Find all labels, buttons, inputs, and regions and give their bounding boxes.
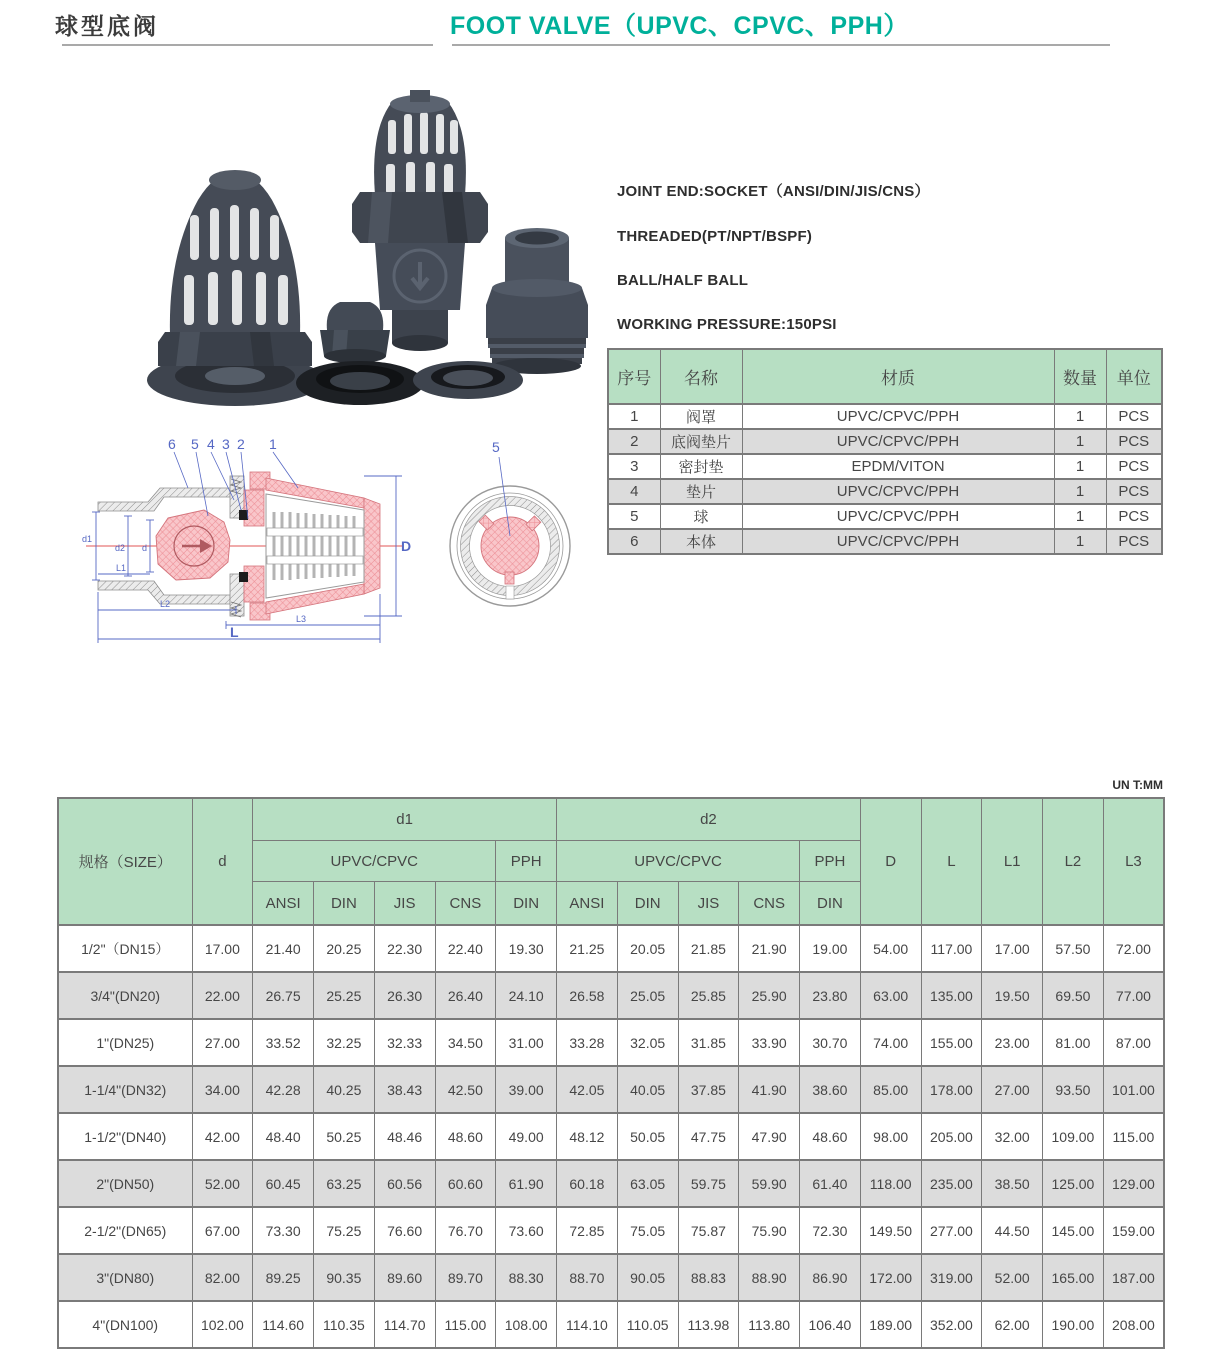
- table-cell: 61.90: [496, 1160, 557, 1207]
- table-cell: 38.60: [800, 1066, 861, 1113]
- table-cell: EPDM/VITON: [742, 454, 1054, 479]
- table-cell: 3: [608, 454, 660, 479]
- table-cell: 34.50: [435, 1019, 496, 1066]
- table-cell: 72.30: [800, 1207, 861, 1254]
- table-cell: 72.85: [557, 1207, 618, 1254]
- product-photo: [120, 80, 600, 420]
- table-cell: 118.00: [860, 1160, 921, 1207]
- table-cell: 25.25: [314, 972, 375, 1019]
- table-cell: 109.00: [1043, 1113, 1104, 1160]
- parts-table-header-row: [608, 349, 1162, 404]
- table-cell: 48.40: [253, 1113, 314, 1160]
- table-cell: 2"(DN50): [58, 1160, 192, 1207]
- table-cell: 密封垫: [660, 454, 742, 479]
- table-cell: 27.00: [192, 1019, 253, 1066]
- table-cell: 1: [1054, 404, 1106, 429]
- dim-header-jis-d2: JIS: [678, 882, 739, 926]
- dim-label-d1: d1: [82, 534, 93, 544]
- table-cell: 40.25: [314, 1066, 375, 1113]
- table-cell: 25.05: [617, 972, 678, 1019]
- table-cell: 21.40: [253, 925, 314, 972]
- dim-header-ansi-d1: ANSI: [253, 882, 314, 926]
- table-cell: 60.18: [557, 1160, 618, 1207]
- table-cell: 22.30: [374, 925, 435, 972]
- spec-line-pressure: WORKING PRESSURE:150PSI: [617, 316, 837, 333]
- table-cell: 69.50: [1043, 972, 1104, 1019]
- table-cell: 50.25: [314, 1113, 375, 1160]
- table-cell: 42.00: [192, 1113, 253, 1160]
- table-cell: 73.30: [253, 1207, 314, 1254]
- table-cell: UPVC/CPVC/PPH: [742, 429, 1054, 454]
- table-cell: 110.35: [314, 1301, 375, 1348]
- callout-4: 4: [207, 436, 215, 452]
- table-cell: 102.00: [192, 1301, 253, 1348]
- table-cell: 63.00: [860, 972, 921, 1019]
- table-cell: PCS: [1106, 454, 1162, 479]
- callout-5: 5: [191, 436, 199, 452]
- table-cell: 135.00: [921, 972, 982, 1019]
- dimension-table: [57, 797, 1165, 1349]
- table-cell: PCS: [1106, 404, 1162, 429]
- table-cell: 32.33: [374, 1019, 435, 1066]
- table-cell: 20.05: [617, 925, 678, 972]
- table-cell: 1: [1054, 529, 1106, 554]
- callout-2: 2: [237, 436, 245, 452]
- table-cell: 40.05: [617, 1066, 678, 1113]
- table-cell: 76.70: [435, 1207, 496, 1254]
- table-row: [608, 529, 1162, 554]
- table-row: [58, 1254, 1164, 1301]
- table-cell: 48.46: [374, 1113, 435, 1160]
- dim-label-L1: L1: [116, 563, 127, 573]
- table-cell: 26.58: [557, 972, 618, 1019]
- dim-header-d1: d1: [253, 798, 557, 841]
- table-cell: 113.98: [678, 1301, 739, 1348]
- table-row: [608, 429, 1162, 454]
- table-cell: 63.05: [617, 1160, 678, 1207]
- dim-header-pph-d1: PPH: [496, 841, 557, 882]
- table-cell: PCS: [1106, 429, 1162, 454]
- table-cell: 76.60: [374, 1207, 435, 1254]
- table-cell: 1: [1054, 429, 1106, 454]
- table-cell: 113.80: [739, 1301, 800, 1348]
- table-row: [58, 1160, 1164, 1207]
- dim-label-L3: L3: [296, 614, 307, 624]
- header-divider-right: [452, 44, 1110, 46]
- table-cell: 48.12: [557, 1113, 618, 1160]
- table-cell: UPVC/CPVC/PPH: [742, 479, 1054, 504]
- table-cell: 33.90: [739, 1019, 800, 1066]
- dim-header-cns-d2: CNS: [739, 882, 800, 926]
- table-cell: 88.30: [496, 1254, 557, 1301]
- table-cell: 59.90: [739, 1160, 800, 1207]
- table-cell: 129.00: [1103, 1160, 1164, 1207]
- table-cell: 115.00: [1103, 1113, 1164, 1160]
- table-cell: 底阀垫片: [660, 429, 742, 454]
- callout-6: 6: [168, 436, 176, 452]
- table-cell: 22.00: [192, 972, 253, 1019]
- table-cell: 19.00: [800, 925, 861, 972]
- dim-header-pph-d2: PPH: [800, 841, 861, 882]
- table-cell: 17.00: [982, 925, 1043, 972]
- table-cell: 30.70: [800, 1019, 861, 1066]
- table-cell: PCS: [1106, 479, 1162, 504]
- table-cell: 57.50: [1043, 925, 1104, 972]
- parts-header-name: 名称: [660, 349, 742, 404]
- table-cell: 17.00: [192, 925, 253, 972]
- table-cell: 22.40: [435, 925, 496, 972]
- table-cell: 33.52: [253, 1019, 314, 1066]
- table-cell: 114.60: [253, 1301, 314, 1348]
- table-cell: 81.00: [1043, 1019, 1104, 1066]
- table-cell: 114.10: [557, 1301, 618, 1348]
- table-cell: 球: [660, 504, 742, 529]
- table-cell: 189.00: [860, 1301, 921, 1348]
- table-cell: 75.87: [678, 1207, 739, 1254]
- table-row: [58, 1066, 1164, 1113]
- table-row: [58, 1301, 1164, 1348]
- table-cell: 88.70: [557, 1254, 618, 1301]
- table-cell: 1: [608, 404, 660, 429]
- table-cell: 178.00: [921, 1066, 982, 1113]
- table-cell: 187.00: [1103, 1254, 1164, 1301]
- table-cell: 21.85: [678, 925, 739, 972]
- parts-header-qty: 数量: [1054, 349, 1106, 404]
- dim-header-pphdin-d2: DIN: [800, 882, 861, 926]
- dim-header-din-d1: DIN: [314, 882, 375, 926]
- parts-header-material: 材质: [742, 349, 1054, 404]
- table-cell: 52.00: [982, 1254, 1043, 1301]
- table-cell: 59.75: [678, 1160, 739, 1207]
- table-cell: 4"(DN100): [58, 1301, 192, 1348]
- table-cell: 3/4"(DN20): [58, 972, 192, 1019]
- table-cell: 47.90: [739, 1113, 800, 1160]
- table-cell: 23.80: [800, 972, 861, 1019]
- table-cell: 85.00: [860, 1066, 921, 1113]
- table-cell: 75.25: [314, 1207, 375, 1254]
- table-row: [58, 1207, 1164, 1254]
- table-cell: 101.00: [1103, 1066, 1164, 1113]
- dim-header-din-d2: DIN: [617, 882, 678, 926]
- table-cell: 24.10: [496, 972, 557, 1019]
- table-cell: 88.90: [739, 1254, 800, 1301]
- page-title-english: FOOT VALVE（UPVC、CPVC、PPH）: [450, 12, 909, 40]
- table-cell: 60.45: [253, 1160, 314, 1207]
- dim-label-L: L: [230, 624, 239, 640]
- table-cell: 73.60: [496, 1207, 557, 1254]
- table-row: [608, 454, 1162, 479]
- table-cell: 33.28: [557, 1019, 618, 1066]
- table-cell: 42.28: [253, 1066, 314, 1113]
- dim-header-ansi-d2: ANSI: [557, 882, 618, 926]
- table-cell: 47.75: [678, 1113, 739, 1160]
- table-cell: 90.05: [617, 1254, 678, 1301]
- table-cell: 31.00: [496, 1019, 557, 1066]
- table-cell: 38.50: [982, 1160, 1043, 1207]
- table-cell: UPVC/CPVC/PPH: [742, 504, 1054, 529]
- table-cell: 87.00: [1103, 1019, 1164, 1066]
- table-cell: 垫片: [660, 479, 742, 504]
- dim-header-D: D: [860, 798, 921, 925]
- table-cell: 63.25: [314, 1160, 375, 1207]
- table-cell: 82.00: [192, 1254, 253, 1301]
- dim-header-L1: L1: [982, 798, 1043, 925]
- table-cell: 1/2"（DN15）: [58, 925, 192, 972]
- table-cell: 52.00: [192, 1160, 253, 1207]
- table-cell: 89.60: [374, 1254, 435, 1301]
- table-cell: 165.00: [1043, 1254, 1104, 1301]
- photo-cap: [320, 302, 390, 363]
- dim-header-upvc-d1: UPVC/CPVC: [253, 841, 496, 882]
- table-cell: 352.00: [921, 1301, 982, 1348]
- table-cell: 26.30: [374, 972, 435, 1019]
- dim-label-L2: L2: [160, 599, 171, 609]
- table-cell: 149.50: [860, 1207, 921, 1254]
- table-cell: 1-1/4"(DN32): [58, 1066, 192, 1113]
- table-cell: 5: [608, 504, 660, 529]
- table-cell: 42.05: [557, 1066, 618, 1113]
- photo-strainer-left: [147, 170, 323, 406]
- table-cell: 32.00: [982, 1113, 1043, 1160]
- table-cell: 159.00: [1103, 1207, 1164, 1254]
- spec-line-ball: BALL/HALF BALL: [617, 272, 749, 289]
- table-row: [608, 504, 1162, 529]
- table-cell: 19.30: [496, 925, 557, 972]
- dim-label-d: d: [142, 543, 148, 553]
- dim-header-cns-d1: CNS: [435, 882, 496, 926]
- table-cell: 6: [608, 529, 660, 554]
- table-cell: 108.00: [496, 1301, 557, 1348]
- spec-line-threaded: THREADED(PT/NPT/BSPF): [617, 228, 813, 245]
- table-cell: 117.00: [921, 925, 982, 972]
- table-cell: 75.05: [617, 1207, 678, 1254]
- dim-header-size: 规格（SIZE）: [58, 798, 192, 925]
- table-cell: 20.25: [314, 925, 375, 972]
- table-cell: 60.60: [435, 1160, 496, 1207]
- table-cell: 2: [608, 429, 660, 454]
- dim-header-pphdin-d1: DIN: [496, 882, 557, 926]
- table-row: [58, 1113, 1164, 1160]
- dim-header-d: d: [192, 798, 253, 925]
- spec-text-block: [617, 180, 930, 333]
- table-cell: 1: [1054, 504, 1106, 529]
- table-cell: 37.85: [678, 1066, 739, 1113]
- table-cell: PCS: [1106, 529, 1162, 554]
- parts-header-no: 序号: [608, 349, 660, 404]
- table-cell: 235.00: [921, 1160, 982, 1207]
- table-cell: 25.85: [678, 972, 739, 1019]
- table-cell: 72.00: [1103, 925, 1164, 972]
- table-cell: 277.00: [921, 1207, 982, 1254]
- table-cell: 77.00: [1103, 972, 1164, 1019]
- table-cell: PCS: [1106, 504, 1162, 529]
- table-cell: 23.00: [982, 1019, 1043, 1066]
- dim-label-D: D: [401, 538, 412, 554]
- table-cell: 25.90: [739, 972, 800, 1019]
- table-cell: UPVC/CPVC/PPH: [742, 404, 1054, 429]
- table-cell: 60.56: [374, 1160, 435, 1207]
- table-cell: 31.85: [678, 1019, 739, 1066]
- table-row: [58, 925, 1164, 972]
- table-row: [58, 972, 1164, 1019]
- end-view: [450, 439, 570, 606]
- table-cell: 93.50: [1043, 1066, 1104, 1113]
- table-cell: 32.25: [314, 1019, 375, 1066]
- table-cell: 1"(DN25): [58, 1019, 192, 1066]
- table-cell: 42.50: [435, 1066, 496, 1113]
- table-cell: 1-1/2"(DN40): [58, 1113, 192, 1160]
- table-cell: 110.05: [617, 1301, 678, 1348]
- table-cell: 205.00: [921, 1113, 982, 1160]
- table-row: [58, 1019, 1164, 1066]
- dim-header-row-1: [58, 798, 1164, 841]
- table-cell: 38.43: [374, 1066, 435, 1113]
- table-cell: 1: [1054, 479, 1106, 504]
- table-cell: 98.00: [860, 1113, 921, 1160]
- end-view-callout-5: 5: [492, 439, 500, 455]
- strainer-section: [266, 494, 364, 598]
- table-cell: 3"(DN80): [58, 1254, 192, 1301]
- table-cell: 62.00: [982, 1301, 1043, 1348]
- table-cell: 19.50: [982, 972, 1043, 1019]
- table-cell: 本体: [660, 529, 742, 554]
- table-cell: 67.00: [192, 1207, 253, 1254]
- callout-3: 3: [222, 436, 230, 452]
- table-cell: 27.00: [982, 1066, 1043, 1113]
- table-cell: 32.05: [617, 1019, 678, 1066]
- table-cell: 145.00: [1043, 1207, 1104, 1254]
- table-cell: 26.40: [435, 972, 496, 1019]
- table-cell: 26.75: [253, 972, 314, 1019]
- dim-header-L: L: [921, 798, 982, 925]
- table-cell: 89.70: [435, 1254, 496, 1301]
- table-cell: 86.90: [800, 1254, 861, 1301]
- dim-label-d2: d2: [115, 543, 126, 553]
- table-cell: 89.25: [253, 1254, 314, 1301]
- table-cell: 115.00: [435, 1301, 496, 1348]
- table-cell: 34.00: [192, 1066, 253, 1113]
- table-cell: 1: [1054, 454, 1106, 479]
- table-cell: 61.40: [800, 1160, 861, 1207]
- header-divider-left: [62, 44, 433, 46]
- table-cell: 41.90: [739, 1066, 800, 1113]
- ball-section: [156, 510, 230, 580]
- table-cell: UPVC/CPVC/PPH: [742, 529, 1054, 554]
- table-cell: 74.00: [860, 1019, 921, 1066]
- table-row: [608, 404, 1162, 429]
- parts-header-unit: 单位: [1106, 349, 1162, 404]
- dim-header-L3: L3: [1103, 798, 1164, 925]
- table-cell: 39.00: [496, 1066, 557, 1113]
- table-cell: 4: [608, 479, 660, 504]
- spec-line-joint-end: JOINT END:SOCKET（ANSI/DIN/JIS/CNS）: [617, 183, 930, 200]
- table-cell: 172.00: [860, 1254, 921, 1301]
- table-cell: 49.00: [496, 1113, 557, 1160]
- dim-header-upvc-d2: UPVC/CPVC: [557, 841, 800, 882]
- page-title-chinese: 球型底阀: [55, 13, 159, 39]
- callout-1: 1: [269, 436, 277, 452]
- table-cell: 21.25: [557, 925, 618, 972]
- table-cell: 319.00: [921, 1254, 982, 1301]
- table-cell: 90.35: [314, 1254, 375, 1301]
- table-cell: 75.90: [739, 1207, 800, 1254]
- table-row: [608, 479, 1162, 504]
- table-cell: 114.70: [374, 1301, 435, 1348]
- photo-gaskets: [296, 361, 523, 405]
- parts-table: [607, 348, 1163, 555]
- table-cell: 125.00: [1043, 1160, 1104, 1207]
- table-cell: 44.50: [982, 1207, 1043, 1254]
- table-cell: 190.00: [1043, 1301, 1104, 1348]
- dim-header-L2: L2: [1043, 798, 1104, 925]
- technical-drawing: [58, 424, 620, 659]
- table-cell: 208.00: [1103, 1301, 1164, 1348]
- table-cell: 106.40: [800, 1301, 861, 1348]
- table-cell: 88.83: [678, 1254, 739, 1301]
- table-cell: 2-1/2"(DN65): [58, 1207, 192, 1254]
- table-cell: 48.60: [800, 1113, 861, 1160]
- table-cell: 21.90: [739, 925, 800, 972]
- unit-note: UN T:MM: [1112, 778, 1163, 792]
- table-cell: 155.00: [921, 1019, 982, 1066]
- table-cell: 阀罩: [660, 404, 742, 429]
- dim-header-d2: d2: [557, 798, 861, 841]
- table-cell: 54.00: [860, 925, 921, 972]
- table-cell: 48.60: [435, 1113, 496, 1160]
- table-cell: 50.05: [617, 1113, 678, 1160]
- photo-socket-adapter: [486, 228, 588, 374]
- dim-header-jis-d1: JIS: [374, 882, 435, 926]
